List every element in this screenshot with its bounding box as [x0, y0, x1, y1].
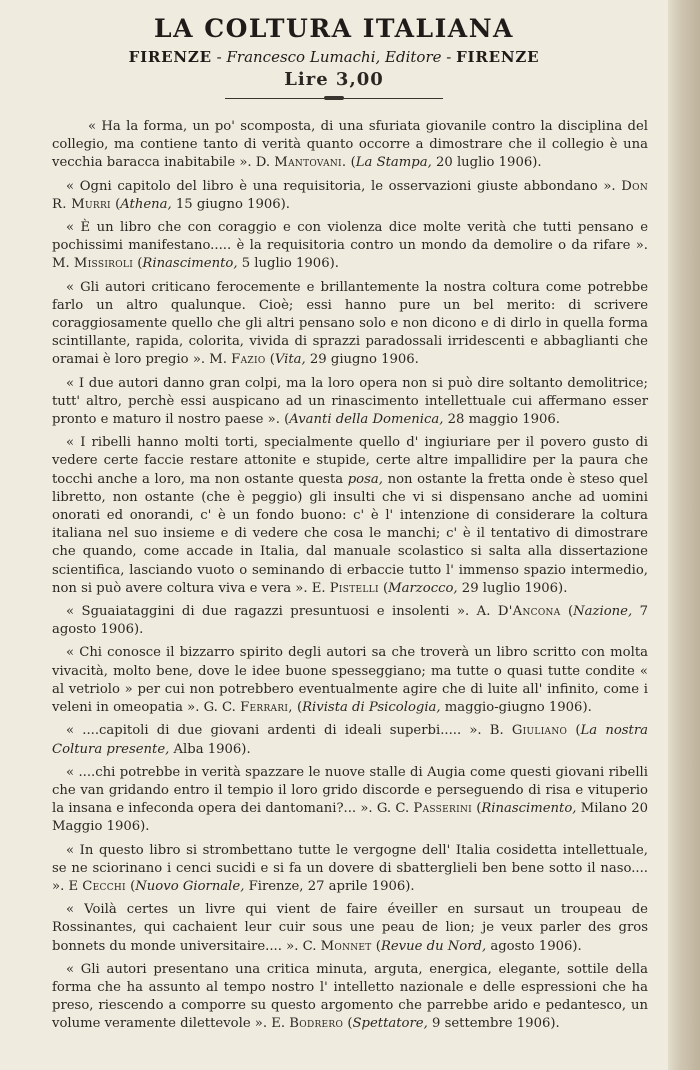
review-source: Athena, — [120, 196, 172, 212]
review-paren: ( — [133, 256, 143, 272]
review-paren: ( — [292, 700, 303, 716]
review-paragraph — [52, 961, 648, 1034]
review-date: 29 giugno 1906. — [305, 352, 419, 368]
review-paren: ( — [343, 1016, 353, 1032]
review-author: Missiroli — [73, 256, 134, 272]
publisher-line — [0, 47, 668, 67]
review-author: D'Ancona — [497, 604, 561, 620]
review-paragraph — [52, 603, 648, 639]
review-author: Ferrari, — [240, 700, 293, 716]
rule-ornament — [324, 96, 344, 100]
review-source: Nuovo Giornale, — [135, 878, 245, 894]
review-quote: « I due autori danno gran colpi, ma la loro opera non si può dire soltanto demolitrice; tutt' altro, perchè essi auspicano ad un rinascimento intellettuale cui affermano esser pronto e maturo il nostro paese ». ( — [52, 375, 648, 428]
review-author: Passerini — [413, 801, 472, 817]
review-quote: « ....capitoli di due giovani ardenti di ideali superbi..... ». B. — [66, 723, 512, 739]
review-author: Cecchi — [82, 878, 126, 894]
review-source: Rinascimento, — [142, 256, 238, 272]
review-paren: ( — [110, 196, 121, 212]
review-quote: « Sguaiataggini di due ragazzi presuntuosi e insolenti ». A. — [66, 604, 498, 620]
city-left: FIRENZE — [128, 48, 212, 66]
review-paragraph — [52, 722, 648, 758]
review-paragraph — [52, 219, 648, 274]
separator: - — [211, 48, 227, 66]
review-paren: ( — [346, 155, 356, 171]
review-paragraph — [52, 178, 648, 214]
ornamental-rule — [225, 98, 443, 99]
review-date: maggio-giugno 1906). — [440, 700, 592, 716]
review-paragraph — [52, 434, 648, 598]
review-source: Spettatore, — [352, 1016, 428, 1032]
review-author: Monnet — [320, 938, 372, 954]
review-author: Giuliano — [511, 723, 568, 739]
page-title: LA COLTURA ITALIANA — [154, 14, 514, 43]
review-paren: ( — [371, 938, 381, 954]
review-source: Vita, — [274, 352, 306, 368]
page-edge — [668, 0, 700, 1070]
review-author: Fazio — [231, 352, 266, 368]
review-quote: « Gli autori presentano una critica minuta, arguta, energica, elegante, sottile della forma che ha assunto al tempo nostro l' intelletto nazionale e delle espressioni che ha preso, riescendo a comporre su questo argomento che parrebbe arido e pedantesco, un volume veramente dilettevole ». E. — [52, 961, 648, 1032]
review-paragraph — [52, 764, 648, 837]
review-date: 15 giugno 1906). — [171, 196, 290, 212]
review-quote: « Ogni capitolo del libro è una requisitoria, le osservazioni giuste abbondano ». — [66, 178, 622, 194]
review-date: 7 agosto 1906). — [52, 604, 648, 638]
review-quote: « Gli autori criticano ferocemente e brillantemente la nostra coltura come potrebbe farlo un altro qualunque. Cioè; essi hanno pure un bel merito: di scrivere coraggiosamente quello che gli altri pensano solo e non dicono e di dirlo in quella forma scintillante, rapida, colorita, vivida di sprazzi paradossali irridescenti e abbaglianti che oramai è loro pregio ». M. — [52, 279, 648, 368]
review-source: Avanti della Domenica, — [289, 412, 444, 428]
review-quote: « Voilà certes un livre qui vient de faire éveiller en sursaut un troupeau de Rossinantes, qui cachaient leur cuir sous une peau de lion; je veux parler des gros bonnets du monde universitaire.... ». C. — [52, 902, 648, 954]
review-paragraph — [52, 118, 648, 173]
city-right: FIRENZE — [456, 48, 540, 66]
review-source: La Stampa, — [355, 155, 432, 171]
review-source: Revue du Nord, — [380, 938, 487, 954]
header — [0, 0, 668, 99]
review-author: Bodrero — [289, 1016, 344, 1032]
review-paragraph — [52, 842, 648, 897]
review-author: Pistelli — [329, 580, 379, 596]
review-quote: « In questo libro si strombettano tutte le vergogne dell' Italia cosidetta intellettuale, se ne sciorinano i cenci sucidi e si fa un dovere di sbatterglieli ben bene sotto il naso.... ». E — [52, 842, 648, 894]
review-quote-continued: non ostante la fretta onde è steso quel libretto, non ostante (che è peggio) gli insulti che vi si dispensano anche ad uomini onorati ed onorandi, c' è un fondo buono: c' è l' intenzione di considerare la coltura italiana nel suo insieme e di vedere che cosa le manchi; c' è il tentativo di dimostrare che quando, come accade in Italia, dal manuale scolastico si salta alla dissertazione scientifica, lasciando vuoto o seminando di erbaccie tutto l' immenso spazio intermedio, non si può avere coltura viva e vera ». E. — [52, 471, 648, 596]
review-date: agosto 1906). — [486, 938, 582, 954]
price: Lire 3,00 — [284, 69, 384, 90]
review-source: Rivista di Psicologia, — [302, 700, 441, 716]
review-paragraph — [52, 279, 648, 370]
review-paren: ( — [560, 604, 574, 620]
review-quote: « I ribelli hanno molti torti, specialmente quello d' ingiuriare per il povero gusto di vedere certe faccie restare attonite e stupide, certe altre impallidire per la paura che tocchi anche a loro, ma non ostante questa — [52, 435, 648, 487]
review-source: Nazione, — [573, 604, 633, 620]
review-date: 5 luglio 1906). — [237, 256, 339, 272]
review-paren: ( — [471, 801, 482, 817]
reviews-body — [52, 118, 648, 1039]
review-quote: « Chi conosce il bizzarro spirito degli autori sa che troverà un libro scritto con molta vivacità, molto bene, dove le idee buone spesseggiano; ma tutte o quasi tutte condite « al vetriolo » per cui non potrebbero eventualmente agire che di luite all' infinito, come i veleni in omeopatia ». G. C. — [52, 645, 648, 716]
review-paragraph — [52, 901, 648, 956]
review-paren: ( — [265, 352, 275, 368]
review-paren: ( — [125, 878, 136, 894]
review-paragraph — [52, 375, 648, 430]
review-source: Marzocco, — [388, 580, 458, 596]
review-quote: « È un libro che con coraggio e con violenza dice molte verità che tutti pensano e pochissimi manifestano..... è la requisitoria contro un mondo da demolire o da rifare ». M. — [52, 220, 648, 272]
review-date: Alba 1906). — [169, 741, 251, 757]
review-paragraph — [52, 644, 648, 717]
review-source: La nostra Coltura presente, — [52, 723, 648, 757]
review-paren: ( — [378, 580, 389, 596]
review-date: 28 maggio 1906. — [443, 412, 560, 428]
publisher-name: Francesco Lumachi, Editore — [226, 48, 442, 66]
review-author: Don R. Murri — [52, 178, 648, 212]
review-source: Rinascimento, — [481, 801, 577, 817]
review-date: 20 luglio 1906). — [431, 155, 542, 171]
review-author: Mantovani. — [274, 155, 347, 171]
review-emphasis: posa, — [347, 471, 383, 487]
review-quote: « Ha la forma, un po' scomposta, di una sfuriata giovanile contro la disciplina del collegio, ma contiene tanto di verità quanto occorre a dimostrare che il collegio è una vecchia baracca inabitabile ». D. — [52, 119, 648, 171]
review-quote: « ....chi potrebbe in verità spazzare le nuove stalle di Augia come questi giovani ribelli che van gridando entro il tempio il loro grido discorde e perseguendo di risa e vituperio la insana e infeconda opera dei dantomani?... ». G. C. — [52, 764, 648, 817]
review-date: Firenze, 27 aprile 1906). — [244, 878, 415, 894]
separator: - — [441, 48, 457, 66]
review-paren: ( — [567, 723, 581, 739]
review-date: 29 luglio 1906). — [457, 580, 568, 596]
review-date: 9 settembre 1906). — [427, 1016, 560, 1032]
review-date: Milano 20 Maggio 1906). — [52, 801, 648, 835]
